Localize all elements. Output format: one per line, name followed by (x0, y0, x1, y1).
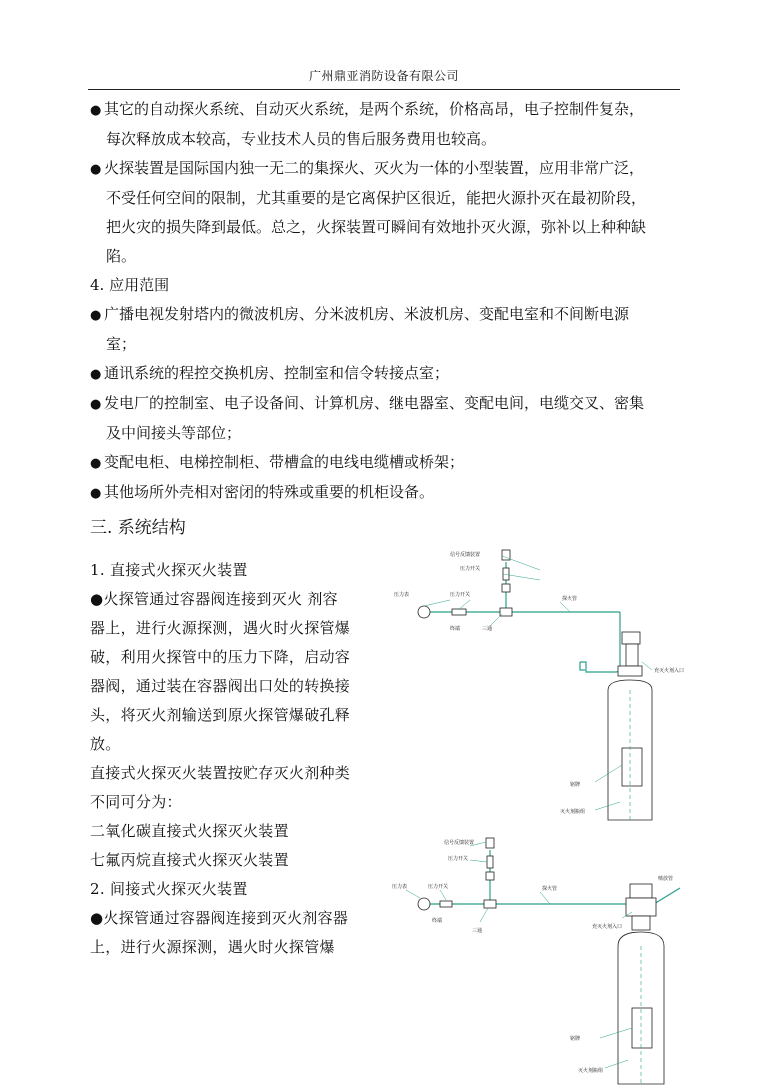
diagram-direct-system (390, 540, 685, 830)
line-text: 火探装置是国际国内独一无二的集探火、灭火为一体的小型装置，应用非常广泛， (104, 159, 645, 177)
label-end-plug: 终端 (432, 918, 443, 924)
bullet-icon: ● (90, 367, 102, 382)
nozzle-pipe (654, 888, 680, 904)
label-signal-feedback: 信号反馈装置 (450, 552, 481, 558)
bullet-icon: ● (90, 486, 102, 501)
line-text: 变配电柜、电梯控制柜、带槽盒的电线电缆槽或桥架； (104, 453, 465, 471)
signal-feedback-device (486, 838, 494, 848)
subheading-direct: 1. 直接式火探灭火装置 (90, 561, 248, 579)
line-text: ●火探管通过容器阀连接到灭火 剂容 (90, 590, 338, 608)
tee-fitting (500, 608, 512, 616)
line-text: ●火探管通过容器阀连接到灭火剂容器 (90, 909, 349, 927)
label-cylinder: 灭火剂瓶组 (578, 1068, 604, 1074)
line-text: 广播电视发射塔内的微波机房、分米波机房、米波机房、变配电室和不间断电源 (104, 305, 630, 323)
line-text: 器阀，通过装在容器阀出口处的转换接 (90, 677, 351, 695)
label-nozzle: 喷放管 (658, 876, 674, 882)
line-text: 器上，进行火源探测，遇火时火探管爆 (90, 619, 351, 637)
section-heading: 三. 系统结构 (90, 518, 186, 538)
line-text: 及中间接头等部位； (106, 424, 242, 442)
paragraph-list (90, 95, 685, 508)
label-signal-feedback: 信号反馈装置 (444, 840, 475, 846)
subheading-indirect: 2. 间接式火探灭火装置 (90, 880, 248, 898)
line-text: 不受任何空间的限制，尤其重要的是它离保护区很近，能把火源扑灭在最初阶段， (106, 189, 647, 207)
line-text: 陷。 (106, 247, 137, 265)
label-pressure-gauge: 压力表 (394, 592, 410, 598)
label-detection-tube: 探火管 (562, 596, 578, 602)
end-plug (452, 609, 466, 615)
bullet-icon: ● (90, 162, 102, 177)
line-text: 直接式火探灭火装置按贮存灭火剂种类 (90, 764, 351, 782)
label-fill-inlet: 充灭火剂入口 (592, 924, 623, 930)
line-text: 发电厂的控制室、电子设备间、计算机房、继电器室、变配电间，电缆交叉、密集 (104, 394, 645, 412)
line-text: 放。 (90, 735, 121, 753)
header-rule (88, 89, 680, 90)
bullet-paragraph (90, 389, 685, 448)
item-hfc: 七氟丙烷直接式火探灭火装置 (90, 851, 289, 869)
p3-block (90, 904, 370, 962)
cylinder-nameplate (622, 748, 642, 786)
bullet-paragraph (90, 300, 685, 359)
bullet-icon: ● (90, 456, 102, 471)
line-text: 不同可分为： (90, 793, 182, 811)
line-text: 头，将灭火剂输送到原火探管爆破孔释 (90, 706, 351, 724)
label-nameplate: 铭牌 (570, 1036, 581, 1042)
label-tee: 三通 (472, 928, 483, 934)
bullet-paragraph (90, 359, 685, 389)
line-text: 通讯系统的程控交换机房、控制室和信令转接点室； (104, 364, 450, 382)
line-text: 室； (106, 335, 137, 353)
line-text: 破，利用火探管中的压力下降，启动容 (90, 648, 351, 666)
label-pressure-switch: 压力开关 (460, 566, 481, 572)
line-text: 上，进行火源探测，遇火时火探管爆 (90, 938, 335, 956)
tee-fitting (484, 900, 496, 908)
line-text: 每次释放成本较高，专业技术人员的售后服务费用也较高。 (106, 130, 497, 148)
line-text: 把火灾的损失降到最低。总之，火探装置可瞬间有效地扑灭火源，弥补以上种种缺 (106, 218, 647, 236)
bullet-paragraph (90, 478, 685, 508)
label-cylinder: 灭火剂瓶组 (560, 809, 586, 815)
line-text: 其他场所外壳相对密闭的特殊或重要的机柜设备。 (104, 483, 435, 501)
line-text: 其它的自动探火系统、自动灭火系统，是两个系统，价格高昂，电子控制件复杂， (104, 100, 645, 118)
p2-block (90, 759, 370, 817)
body-text (90, 95, 685, 548)
label-tee: 三通 (482, 626, 493, 632)
bullet-paragraph (90, 448, 685, 478)
bullet-icon: ● (90, 308, 102, 323)
left-column (90, 556, 370, 962)
end-plug (440, 901, 452, 907)
label-nameplate: 铭牌 (570, 782, 581, 788)
bullet-paragraph (90, 95, 685, 154)
label-detection-tube: 探火管 (542, 886, 558, 892)
label-pressure-switch-2: 压力开关 (450, 592, 471, 598)
label-pressure-switch: 压力开关 (448, 856, 469, 862)
page-header: 广州鼎亚消防设备有限公司 (308, 69, 459, 83)
p1-block (90, 585, 370, 759)
detection-tube-down (590, 612, 620, 672)
bullet-icon: ● (90, 103, 102, 118)
bullet-icon: ● (90, 397, 102, 412)
valve-head (622, 632, 640, 644)
diagram-indirect-system (390, 828, 680, 1084)
cylinder-nameplate (632, 1008, 652, 1048)
numbered-heading: 4. 应用范围 (90, 276, 170, 294)
valve-head (630, 884, 652, 898)
label-pressure-switch-2: 压力开关 (428, 884, 449, 890)
label-fill-inlet: 充灭火剂入口 (654, 668, 685, 674)
bullet-paragraph (90, 154, 685, 271)
label-end-plug: 终端 (450, 626, 461, 632)
pressure-gauge (418, 606, 430, 618)
item-co2: 二氧化碳直接式火探灭火装置 (90, 822, 289, 840)
label-pressure-gauge: 压力表 (392, 884, 408, 890)
pressure-gauge (418, 898, 430, 910)
